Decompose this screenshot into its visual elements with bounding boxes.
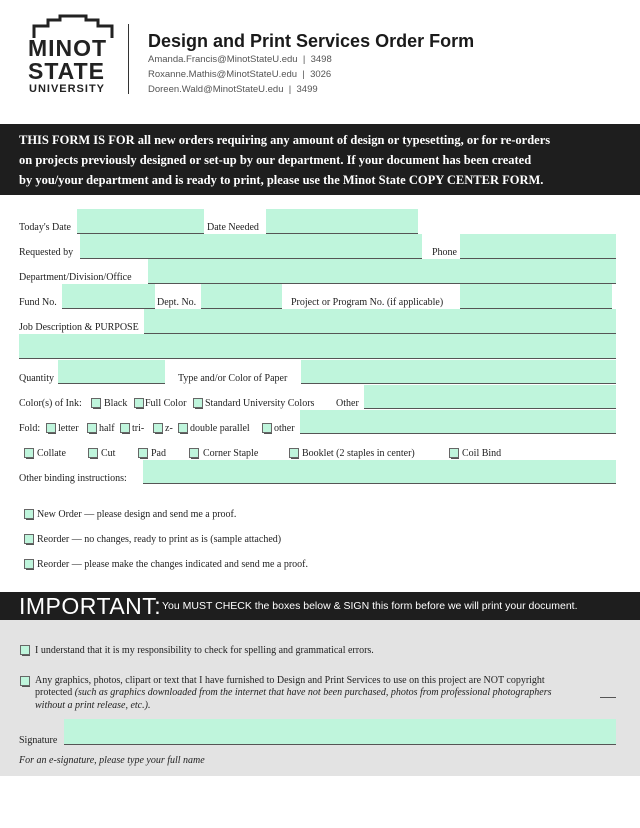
fold-label: Fold: (19, 423, 41, 434)
pad-checkbox[interactable] (138, 448, 148, 458)
reorder-changes-checkbox[interactable] (24, 559, 34, 569)
fund-no-field[interactable] (62, 284, 155, 309)
copyright-blank-line (600, 697, 616, 698)
coil-bind-checkbox[interactable] (449, 448, 459, 458)
cut-checkbox[interactable] (88, 448, 98, 458)
project-no-label: Project or Program No. (if applicable) (291, 297, 444, 308)
banner-line-1: THIS FORM IS FOR all new orders requiring any amount of design or typesetting, or for re-orders (19, 133, 551, 147)
todays-date-label: Today's Date (19, 222, 71, 233)
signature-field[interactable] (64, 719, 616, 745)
phone-label: Phone (432, 247, 457, 258)
booklet-label: Booklet (2 staples in center) (302, 448, 415, 459)
ink-black-label: Black (104, 398, 128, 409)
quantity-field[interactable] (58, 360, 165, 384)
copyright-line-2a: protected (35, 687, 75, 698)
fold-other-checkbox[interactable] (262, 423, 272, 433)
phone-field[interactable] (460, 234, 616, 259)
fold-letter-label: letter (58, 423, 79, 434)
new-order-label: New Order — please design and send me a proof. (37, 509, 237, 520)
corner-staple-checkbox[interactable] (189, 448, 199, 458)
copyright-checkbox[interactable] (20, 676, 30, 686)
fund-no-label: Fund No. (19, 297, 57, 308)
ink-other-field[interactable] (364, 385, 616, 409)
banner-line-2: on projects previously designed or set-up by our department. If your document has been created (19, 153, 532, 167)
dept-no-label: Dept. No. (157, 297, 197, 308)
other-binding-field[interactable] (143, 460, 616, 484)
header-divider (128, 24, 129, 94)
logo-state: STATE (28, 58, 105, 84)
collate-label: Collate (37, 448, 66, 459)
spelling-checkbox[interactable] (20, 645, 30, 655)
ink-standard-label: Standard University Colors (205, 398, 315, 409)
cut-label: Cut (101, 448, 116, 459)
copyright-line-2b: (such as graphics downloaded from the internet that have not been purchased, photos from professional photographers (74, 687, 552, 698)
dept-no-field[interactable] (201, 284, 282, 309)
important-box (0, 620, 640, 776)
copyright-line-1: Any graphics, photos, clipart or text that I have furnished to Design and Print Services to use on this project are NOT copyright (35, 675, 545, 686)
department-field[interactable] (148, 259, 616, 284)
corner-staple-label: Corner Staple (203, 448, 259, 459)
pad-label: Pad (151, 448, 166, 459)
fold-half-label: half (99, 423, 115, 434)
ink-black-checkbox[interactable] (91, 398, 101, 408)
important-heading: IMPORTANT: (19, 593, 162, 619)
fold-double-parallel-label: double parallel (190, 423, 250, 434)
contact-3: Doreen.Wald@MinotStateU.edu | 3499 (148, 84, 318, 95)
university-logo (28, 14, 118, 98)
important-subheading: You MUST CHECK the boxes below & SIGN this form before we will print your document. (162, 600, 578, 612)
paper-label: Type and/or Color of Paper (178, 373, 288, 384)
reorder-changes-label: Reorder — please make the changes indicated and send me a proof. (37, 559, 309, 570)
fold-z-label: z- (165, 423, 173, 434)
fold-letter-checkbox[interactable] (46, 423, 56, 433)
reorder-as-is-label: Reorder — no changes, ready to print as is (sample attached) (37, 534, 282, 545)
ink-full-color-checkbox[interactable] (134, 398, 144, 408)
fold-double-parallel-checkbox[interactable] (178, 423, 188, 433)
job-description-label: Job Description & PURPOSE (19, 322, 139, 333)
spelling-label: I understand that it is my responsibility to check for spelling and grammatical errors. (35, 645, 374, 656)
requested-by-label: Requested by (19, 247, 74, 258)
contact-2: Roxanne.Mathis@MinotStateU.edu | 3026 (148, 69, 332, 80)
copyright-line-3: without a print release, etc.). (35, 700, 151, 711)
quantity-label: Quantity (19, 373, 54, 384)
copyright-line-2 (35, 687, 552, 698)
page-title: Design and Print Services Order Form (148, 31, 475, 51)
logo-university: UNIVERSITY (29, 83, 106, 95)
banner-line-3: by you/your department and is ready to print, please use the Minot State COPY CENTER FORM. (19, 173, 544, 187)
collate-checkbox[interactable] (24, 448, 34, 458)
fold-z-checkbox[interactable] (153, 423, 163, 433)
important-bar (0, 592, 640, 620)
new-order-checkbox[interactable] (24, 509, 34, 519)
paper-field[interactable] (301, 360, 616, 384)
contact-1: Amanda.Francis@MinotStateU.edu | 3498 (148, 54, 332, 65)
fold-half-checkbox[interactable] (87, 423, 97, 433)
instructions-banner (0, 124, 640, 195)
fold-other-label: other (274, 423, 295, 434)
fold-tri-label: tri- (132, 423, 145, 434)
ink-standard-checkbox[interactable] (193, 398, 203, 408)
job-description-field-2[interactable] (19, 334, 616, 359)
ink-full-color-label: Full Color (145, 398, 187, 409)
fold-tri-checkbox[interactable] (120, 423, 130, 433)
todays-date-field[interactable] (77, 209, 204, 234)
project-no-field[interactable] (460, 284, 612, 309)
booklet-checkbox[interactable] (289, 448, 299, 458)
requested-by-field[interactable] (80, 234, 422, 259)
date-needed-field[interactable] (266, 209, 418, 234)
logo-minot: MINOT (28, 35, 108, 61)
ink-label: Color(s) of Ink: (19, 398, 82, 409)
fold-other-field[interactable] (300, 410, 616, 434)
date-needed-label: Date Needed (207, 222, 259, 233)
signature-label: Signature (19, 735, 58, 746)
ink-other-label: Other (336, 398, 359, 409)
reorder-as-is-checkbox[interactable] (24, 534, 34, 544)
esig-note: For an e-signature, please type your full name (19, 755, 205, 766)
department-label: Department/Division/Office (19, 272, 132, 283)
coil-bind-label: Coil Bind (462, 448, 502, 459)
job-description-field-1[interactable] (144, 309, 616, 334)
other-binding-label: Other binding instructions: (19, 473, 127, 484)
